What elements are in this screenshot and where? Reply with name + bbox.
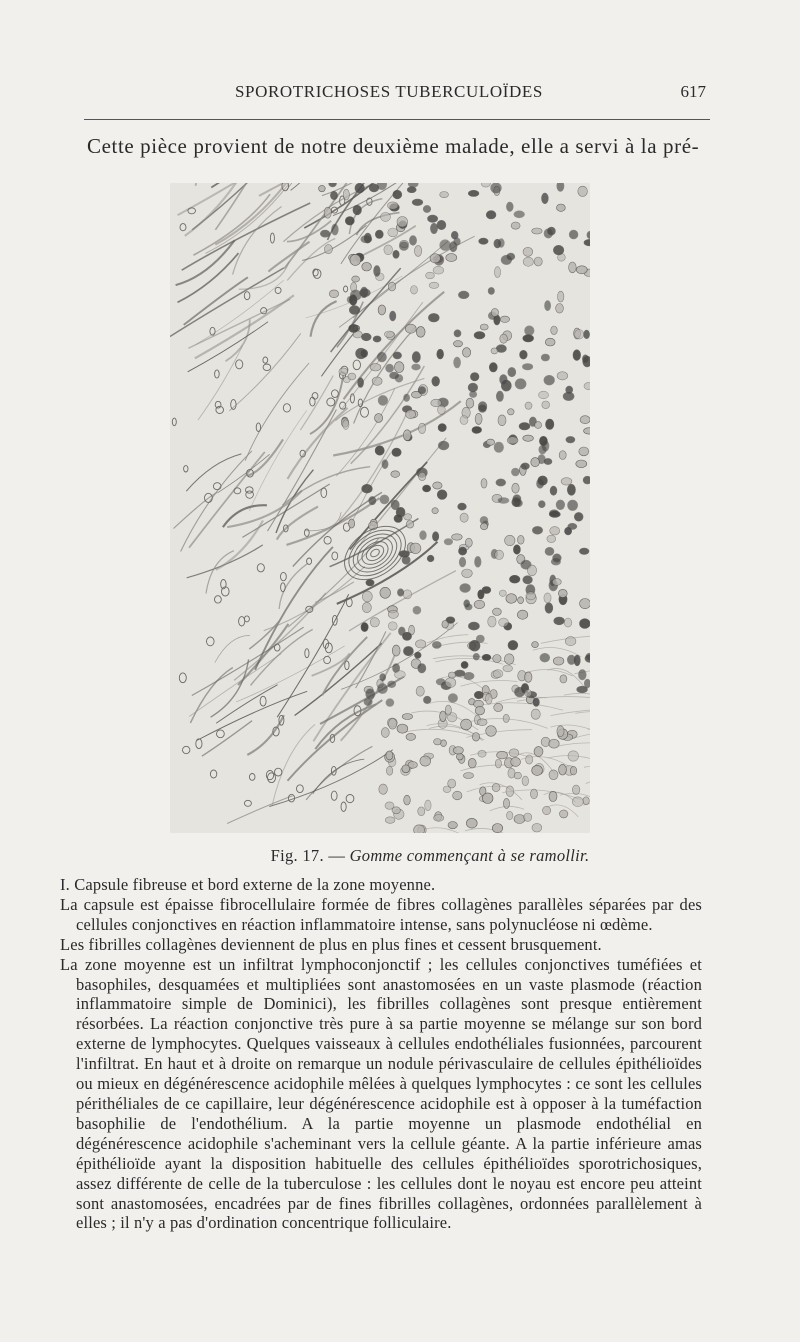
- paragraph-4: La zone moyenne est un infiltrat lymphoconjonctif ; les cellules conjonctives tuméfiées et basophiles, desquamées et multipliées sont anastomosées en un vaste plasmode (réaction inflammatoire simple de Dominici), les fibrilles collagènes sont presque entièrement résorbées. La réaction conjonctive très pure à sa partie moyenne se mélange sur son bord externe de lymphocytes. Quelques vaisseaux à cellules endothéliales fusionnées, parcourent l'infiltrat. En haut et à droite on remarque un nodule périvasculaire de cellules épithélioïdes ou mieux en dégénérescence acidophile mêlées à quelques lymphocytes : ce sont les cellules périthéliales de ce capillaire, leur dégénérescence acidophile est à opposer à la tuméfaction basophilie de l'endothélium. A la partie moyenne un plasmode endothélial en dégénérescence acidophile s'acheminant vers la cellule géante. A la partie inférieure amas épithélioïde ayant la disposition habituelle des cellules épithélioïdes sporotrichosiques, assez différente de celle de la tuberculose : les cellules dont le noyau est encore peu atteint sont anastomosées, encadrées par de fines fibrilles collagènes, ordonnées parallèlement à elles ; il n'y a pas d'ordination concentrique folliculaire.: [60, 954, 702, 1233]
- page-number: 617: [680, 82, 706, 101]
- histology-illustration: [170, 183, 590, 833]
- figure-label: Fig. 17. —: [270, 846, 350, 865]
- histology-drawing: [170, 183, 590, 833]
- paragraph-1: I. Capsule fibreuse et bord externe de la zone moyenne.: [60, 875, 436, 894]
- figure-caption: [0, 846, 800, 866]
- paragraph-3: Les fibrilles collagènes deviennent de plus en plus fines et cessent brusquement.: [60, 934, 602, 954]
- running-head: [80, 80, 712, 106]
- body-text: [60, 875, 702, 1233]
- running-title: SPOROTRICHOSES TUBERCULOÏDES: [235, 82, 543, 101]
- figure-title: Gomme commençant à se ramollir.: [349, 846, 590, 865]
- intro-line: Cette pièce provient de notre deuxième malade, elle a servi à la pré-: [87, 134, 700, 158]
- paragraph-2: La capsule est épaisse fibrocellulaire formée de fibres collagènes parallèles séparées par des cellules conjonctives en réaction inflammatoire intense, sans polynucléose ni œdème.: [60, 894, 702, 934]
- header-rule: [84, 119, 710, 120]
